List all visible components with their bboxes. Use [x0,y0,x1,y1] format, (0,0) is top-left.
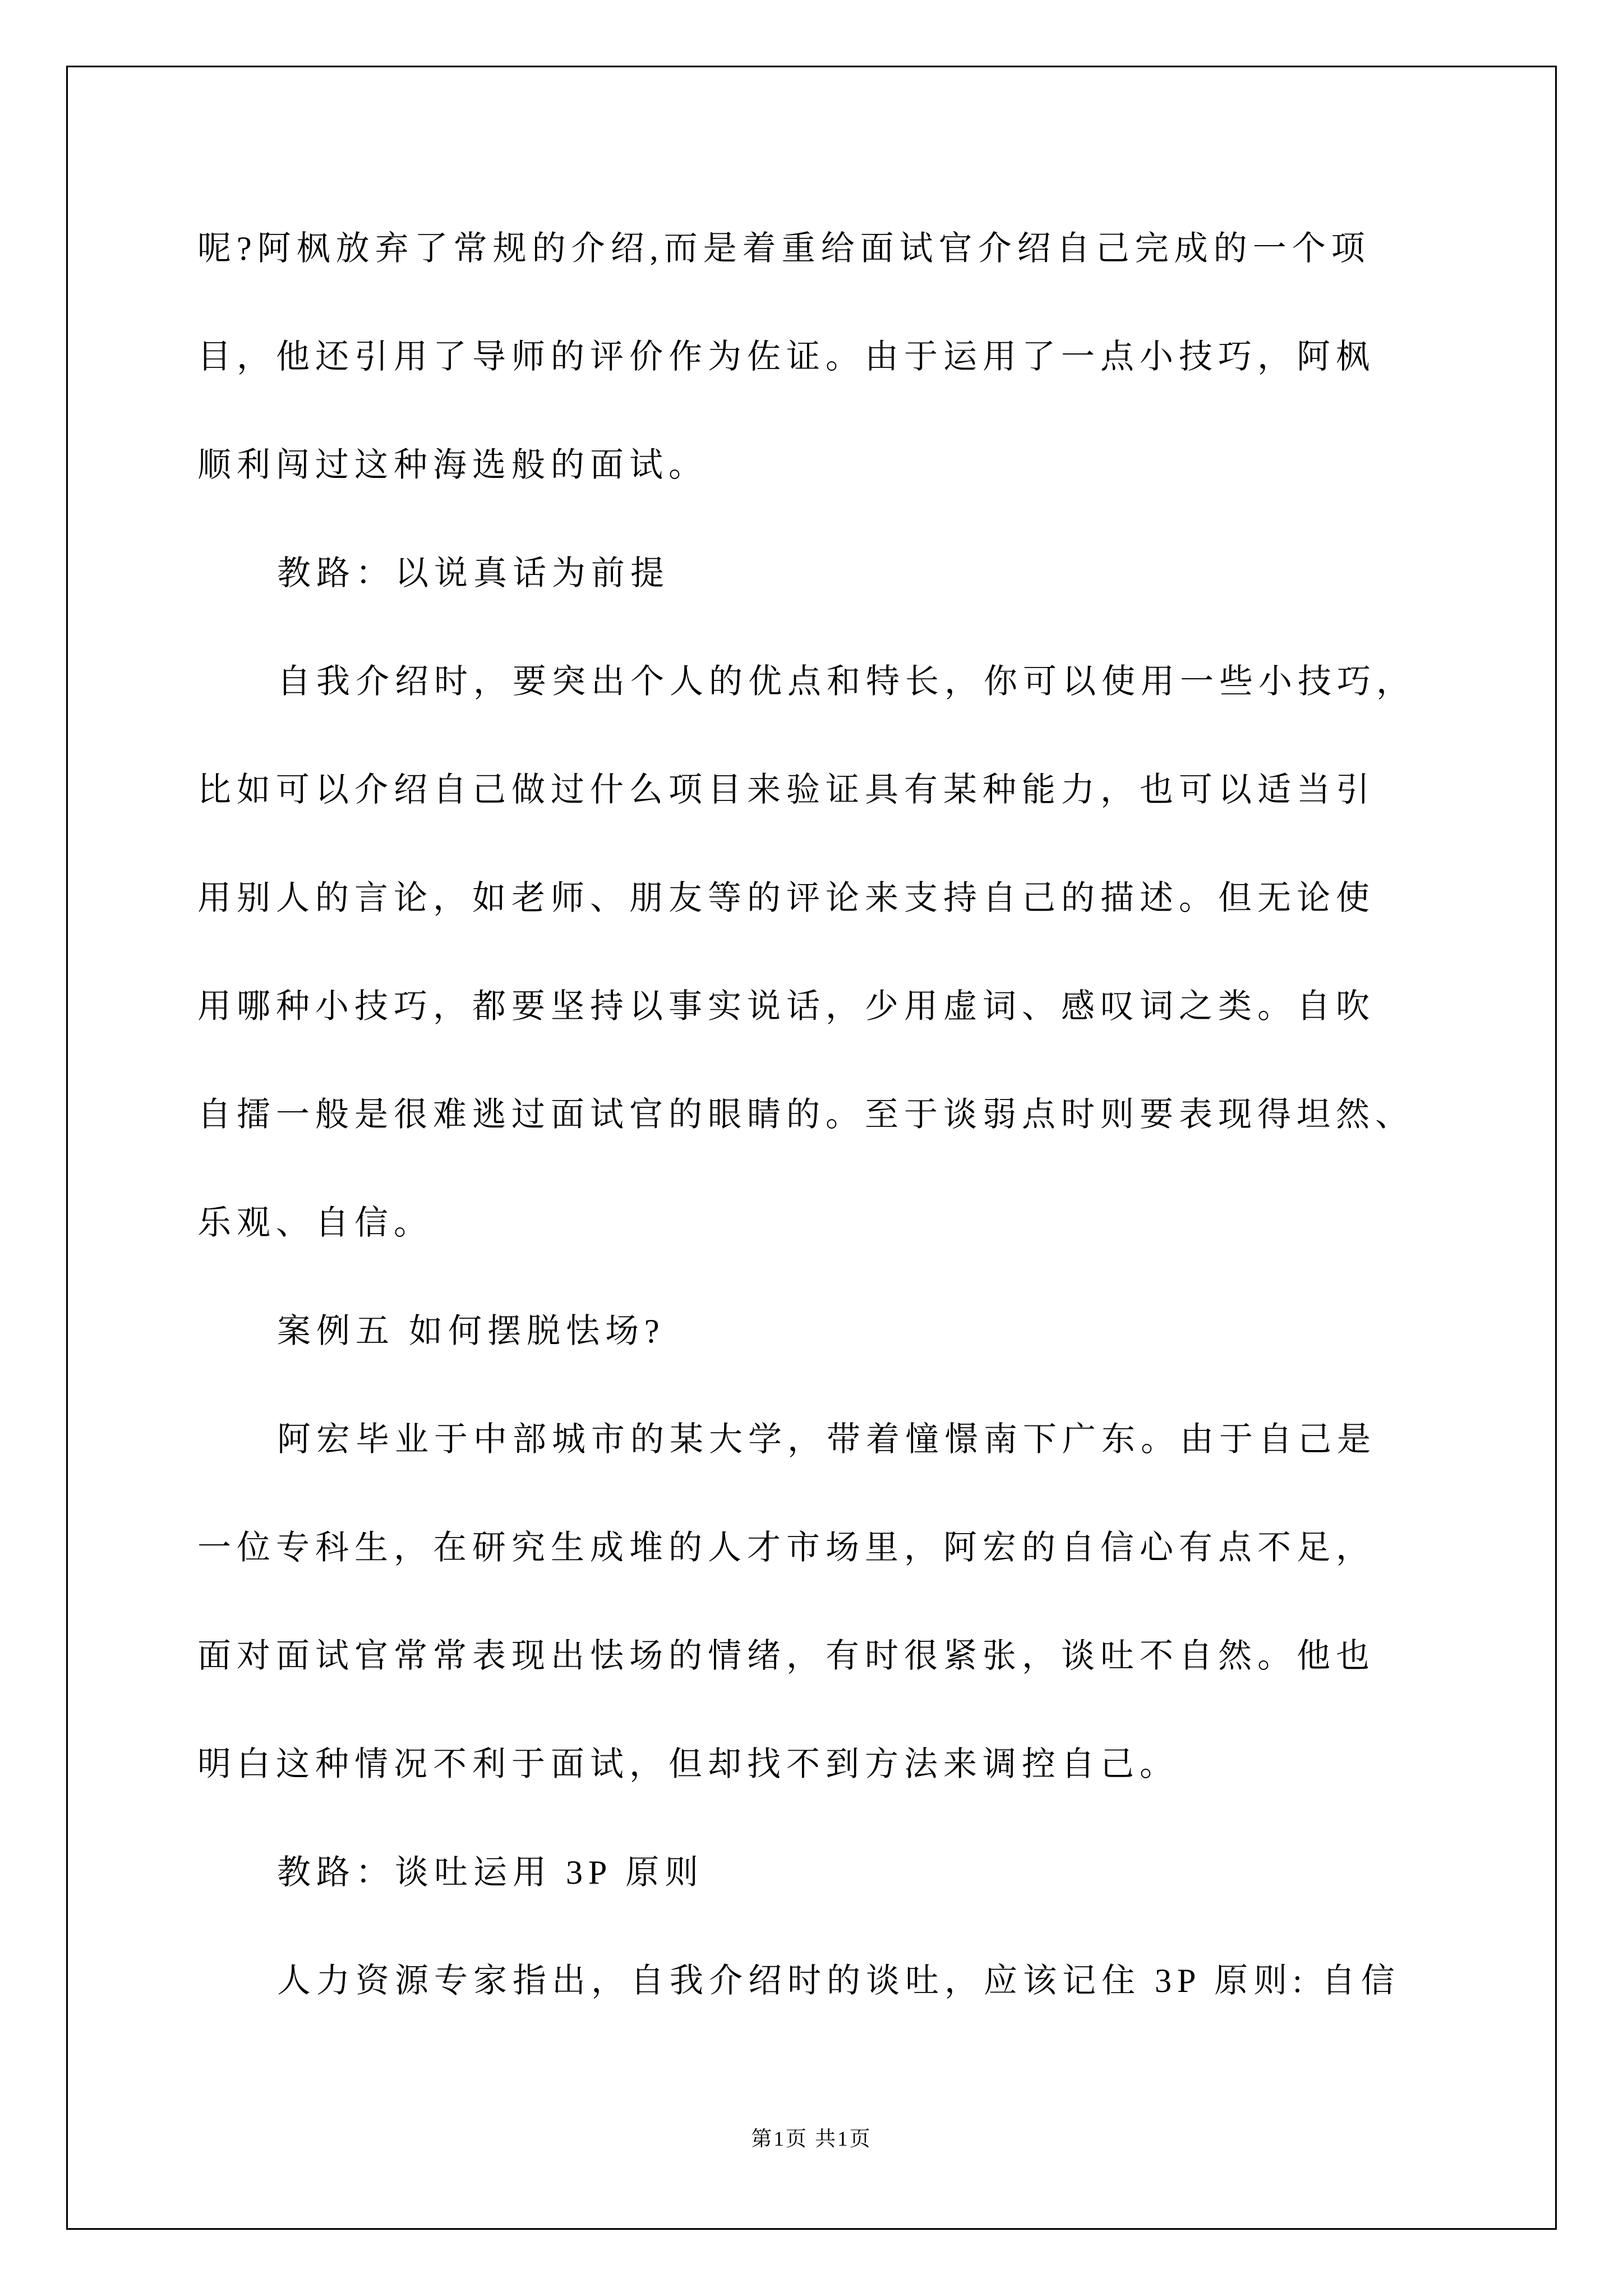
text-line: 比如可以介绍自己做过什么项目来验证具有某种能力，也可以适当引 [197,771,1375,808]
text-line: 教路：以说真话为前提 [277,555,670,592]
document-body [197,195,1448,2035]
text-line: 用哪种小技巧，都要坚持以事实说话，少用虚词、感叹词之类。自吹 [197,988,1375,1025]
text-line: 教路：谈吐运用 3P 原则 [277,1854,704,1891]
text-line: 人力资源专家指出，自我介绍时的谈吐，应该记住 3P 原则: 自信 [277,1962,1400,1999]
text-line: 自擂一般是很难逃过面试官的眼睛的。至于谈弱点时则要表现得坦然、 [197,1096,1414,1133]
text-line: 顺利闯过这种海选般的面试。 [197,447,708,484]
text-line: 面对面试官常常表现出怯场的情绪，有时很紧张，谈吐不自然。他也 [197,1637,1375,1674]
text-line: 阿宏毕业于中部城市的某大学，带着憧憬南下广东。由于自己是 [277,1421,1376,1458]
text-line: 明白这种情况不利于面试，但却找不到方法来调控自己。 [197,1746,1179,1783]
text-line: 案例五 如何摆脱怯场? [277,1313,665,1350]
text-line: 呢?阿枫放弃了常规的介绍,而是着重给面试官介绍自己完成的一个项 [197,230,1371,267]
text-line: 目，他还引用了导师的评价作为佐证。由于运用了一点小技巧，阿枫 [197,338,1375,375]
page-number-footer: 第1页 共1页 [751,2128,872,2151]
text-line: 一位专科生，在研究生成堆的人才市场里，阿宏的自信心有点不足， [197,1529,1375,1566]
text-line: 用别人的言论，如老师、朋友等的评论来支持自己的描述。但无论使 [197,880,1375,917]
text-line: 自我介绍时，要突出个人的优点和特长，你可以使用一些小技巧， [277,663,1415,700]
text-line: 乐观、自信。 [197,1204,433,1241]
